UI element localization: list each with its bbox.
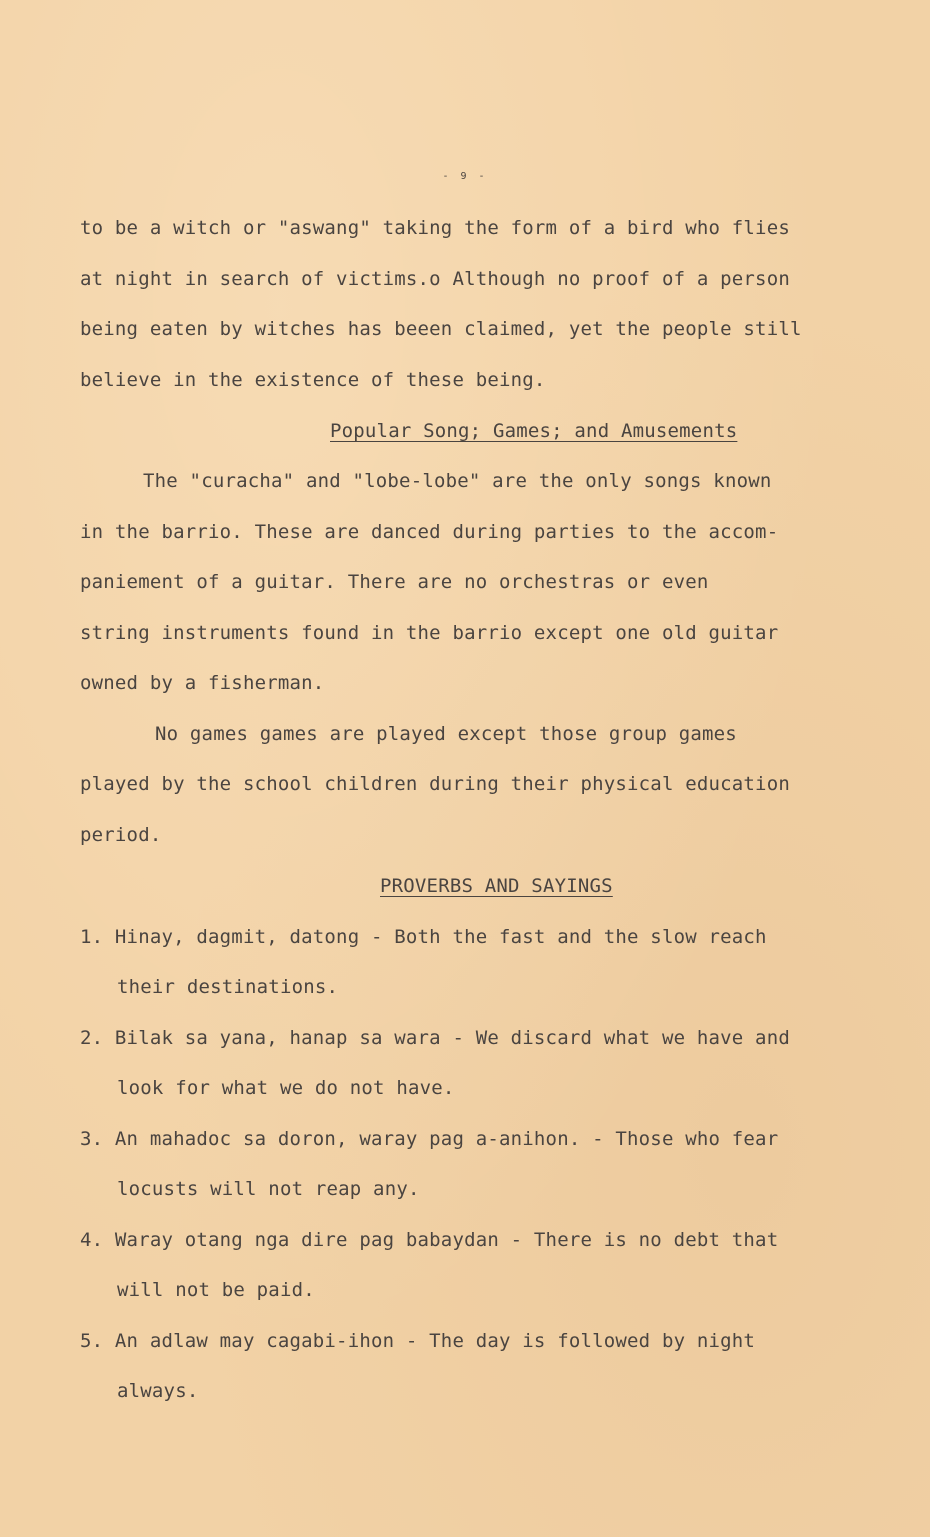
games-paragraph-line-3: period.: [80, 824, 162, 846]
songs-paragraph-line-2: in the barrio. These are danced during parties to the accom-: [80, 521, 779, 543]
paragraph-1-line-1: to be a witch or "aswang" taking the form of a bird who flies: [80, 217, 790, 239]
proverb-5-line-2: always.: [117, 1380, 199, 1402]
proverb-4-line-1: 4. Waray otang nga dire pag babaydan - There is no debt that: [80, 1229, 779, 1251]
proverb-1-line-1: 1. Hinay, dagmit, datong - Both the fast and the slow reach: [80, 926, 767, 948]
proverb-5-line-1: 5. An adlaw may cagabi-ihon - The day is followed by night: [80, 1330, 756, 1352]
paragraph-1-line-2: at night in search of victims.o Although no proof of a person: [80, 268, 790, 290]
proverbs-heading: PROVERBS AND SAYINGS: [380, 875, 613, 897]
proverb-4-line-2: will not be paid.: [117, 1279, 315, 1301]
games-paragraph-line-2: played by the school children during their physical education: [80, 773, 790, 795]
proverb-3-line-2: locusts will not reap any.: [117, 1178, 420, 1200]
page-number: - 9 -: [442, 171, 488, 182]
songs-paragraph-line-1: The "curacha" and "lobe-lobe" are the only songs known: [143, 470, 772, 492]
proverb-3-line-1: 3. An mahadoc sa doron, waray pag a-anihon. - Those who fear: [80, 1128, 779, 1150]
paragraph-1-line-3: being eaten by witches has beeen claimed, yet the people still: [80, 318, 802, 340]
songs-heading: Popular Song; Games; and Amusements: [330, 420, 738, 442]
proverb-2-line-1: 2. Bilak sa yana, hanap sa wara - We discard what we have and: [80, 1027, 790, 1049]
proverb-1-line-2: their destinations.: [117, 976, 339, 998]
proverb-2-line-2: look for what we do not have.: [117, 1077, 455, 1099]
paragraph-1-line-4: believe in the existence of these being.: [80, 369, 546, 391]
songs-paragraph-line-3: paniement of a guitar. There are no orchestras or even: [80, 571, 709, 593]
songs-paragraph-line-5: owned by a fisherman.: [80, 672, 325, 694]
songs-paragraph-line-4: string instruments found in the barrio except one old guitar: [80, 622, 779, 644]
games-paragraph-line-1: No games games are played except those group games: [155, 723, 737, 745]
